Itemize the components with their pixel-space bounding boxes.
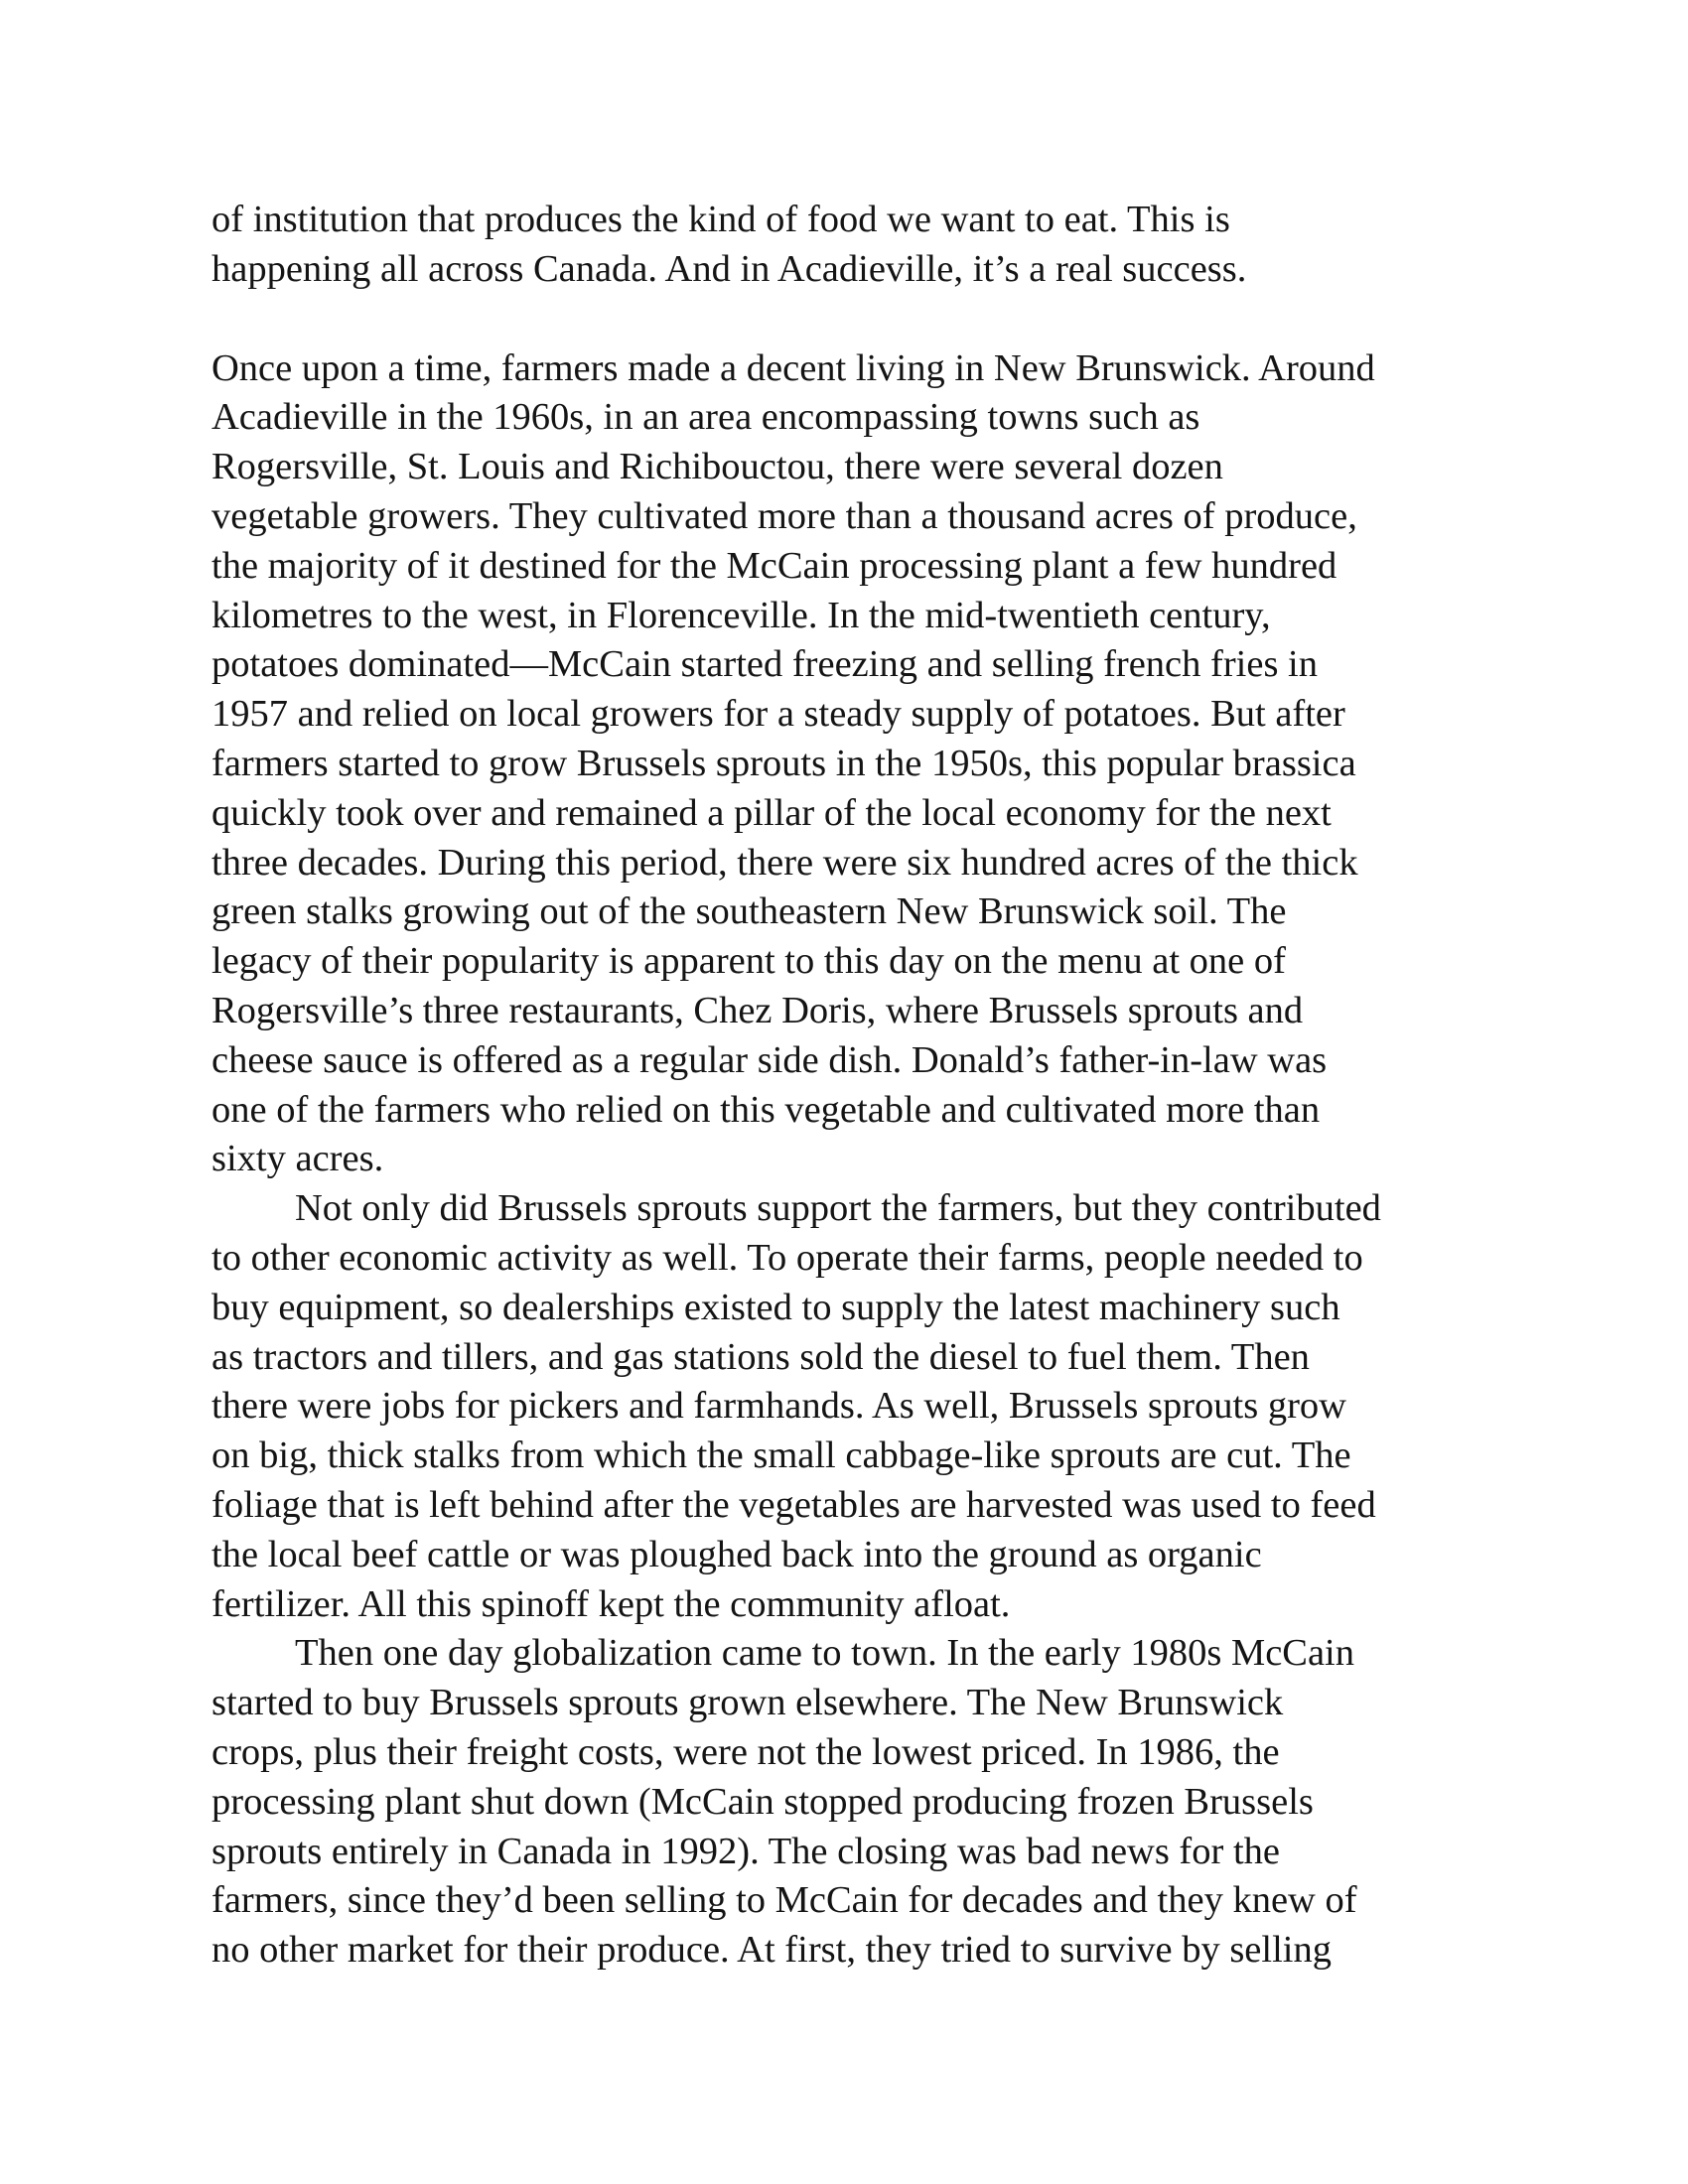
- text-line: no other market for their produce. At first, they tried to survive by selling: [211, 1929, 1332, 1972]
- text-line: Acadieville in the 1960s, in an area encompassing towns such as: [211, 396, 1200, 439]
- text-line: the majority of it destined for the McCain processing plant a few hundred: [211, 544, 1337, 587]
- body-text: [211, 196, 1502, 1976]
- text-line: potatoes dominated—McCain started freezing and selling french fries in: [211, 643, 1318, 686]
- text-line: vegetable growers. They cultivated more than a thousand acres of produce,: [211, 494, 1357, 537]
- text-line: Once upon a time, farmers made a decent living in New Brunswick. Around: [211, 346, 1375, 389]
- text-line: sixty acres.: [211, 1138, 384, 1180]
- text-line: cheese sauce is offered as a regular side dish. Donald’s father-in-law was: [211, 1038, 1328, 1081]
- paragraph-4: [211, 1629, 1502, 1976]
- text-line: foliage that is left behind after the vegetables are harvested was used to feed: [211, 1483, 1376, 1526]
- text-line: crops, plus their freight costs, were not the lowest priced. In 1986, the: [211, 1730, 1280, 1773]
- text-line: legacy of their popularity is apparent to this day on the menu at one of: [211, 940, 1286, 983]
- paragraph-2: [211, 344, 1502, 1185]
- text-line: as tractors and tillers, and gas stations sold the diesel to fuel them. Then: [211, 1335, 1310, 1378]
- text-line: one of the farmers who relied on this vegetable and cultivated more than: [211, 1088, 1321, 1131]
- text-line: three decades. During this period, there were six hundred acres of the thick: [211, 841, 1358, 884]
- paragraph-3: [211, 1184, 1502, 1629]
- text-line: farmers started to grow Brussels sprouts in the 1950s, this popular brassica: [211, 742, 1356, 784]
- text-line: Rogersville’s three restaurants, Chez Doris, where Brussels sprouts and: [211, 989, 1304, 1031]
- text-line: Then one day globalization came to town. In the early 1980s McCain: [295, 1632, 1355, 1675]
- text-line: happening all across Canada. And in Acadieville, it’s a real success.: [211, 247, 1247, 290]
- text-line: there were jobs for pickers and farmhands. As well, Brussels sprouts grow: [211, 1385, 1346, 1428]
- paragraph-spacer: [211, 295, 1502, 344]
- text-line: kilometres to the west, in Florenceville. In the mid-twentieth century,: [211, 594, 1271, 636]
- text-line: farmers, since they’d been selling to McCain for decades and they knew of: [211, 1879, 1357, 1922]
- text-line: to other economic activity as well. To operate their farms, people needed to: [211, 1236, 1363, 1279]
- text-line: quickly took over and remained a pillar of the local economy for the next: [211, 791, 1332, 834]
- text-line: fertilizer. All this spinoff kept the community afloat.: [211, 1582, 1011, 1625]
- text-line: buy equipment, so dealerships existed to supply the latest machinery such: [211, 1286, 1340, 1328]
- text-line: the local beef cattle or was ploughed back into the ground as organic: [211, 1533, 1262, 1575]
- text-line: started to buy Brussels sprouts grown elsewhere. The New Brunswick: [211, 1682, 1284, 1724]
- text-line: sprouts entirely in Canada in 1992). The closing was bad news for the: [211, 1830, 1280, 1872]
- text-line: Not only did Brussels sprouts support the farmers, but they contributed: [295, 1187, 1381, 1230]
- text-line: on big, thick stalks from which the small cabbage-like sprouts are cut. The: [211, 1434, 1351, 1477]
- text-line: Rogersville, St. Louis and Richibouctou, there were several dozen: [211, 446, 1223, 488]
- text-line: 1957 and relied on local growers for a steady supply of potatoes. But after: [211, 693, 1345, 736]
- text-line: green stalks growing out of the southeastern New Brunswick soil. The: [211, 890, 1287, 933]
- text-line: processing plant shut down (McCain stopped producing frozen Brussels: [211, 1780, 1314, 1823]
- text-line: of institution that produces the kind of food we want to eat. This is: [211, 199, 1230, 240]
- paragraph-1: [211, 196, 1502, 295]
